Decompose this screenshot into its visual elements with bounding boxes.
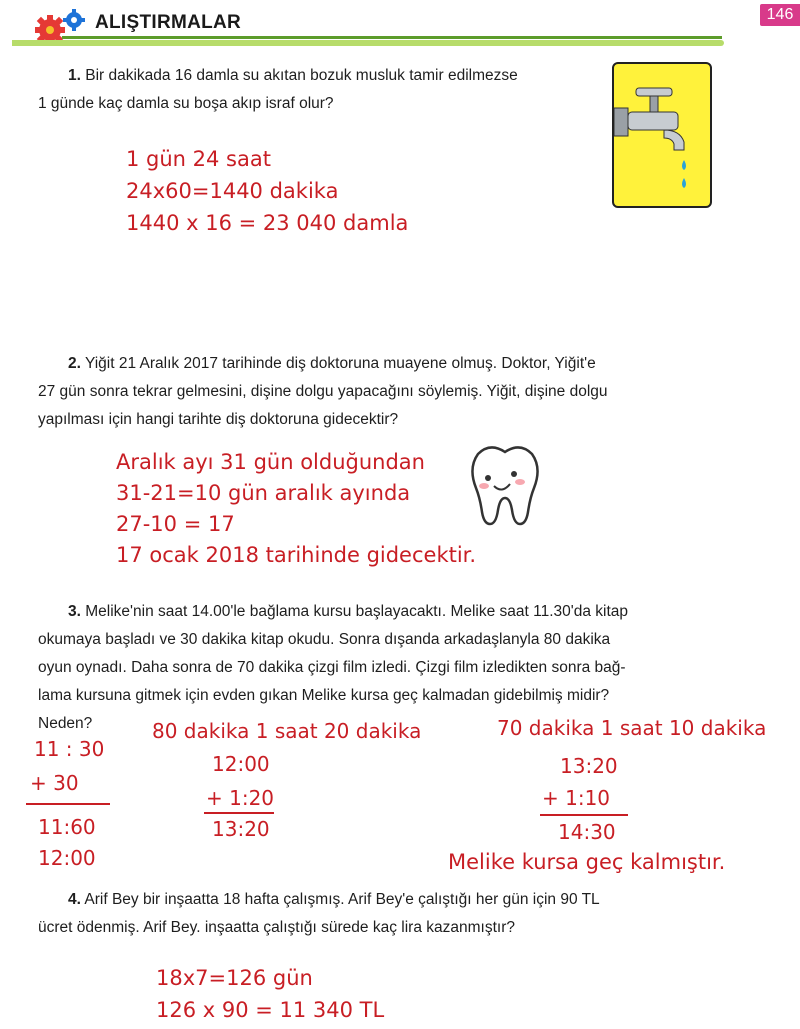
- question-4-number: 4.: [68, 891, 81, 908]
- calc-2-a: 12:00: [212, 752, 270, 776]
- question-2-number: 2.: [68, 355, 81, 372]
- question-4-line-2: ücret ödenmiş. Arif Bey. inşaatta çalıştığı sürede kaç lira kazanmıştır?: [38, 919, 515, 936]
- question-2-line-3: yapılması için hangi tarihte diş doktoruna gidecektir?: [38, 411, 399, 428]
- calc-2-rule: [204, 812, 274, 814]
- question-4-line-1: Arif Bey bir inşaatta 18 hafta çalışmış. Arif Bey'e çalıştığı her gün için 90 TL: [84, 891, 600, 908]
- answer-2-line-3: 27-10 = 17: [116, 512, 235, 536]
- page-number-badge: 146: [760, 4, 800, 26]
- calc-2-b: + 1:20: [206, 786, 275, 810]
- question-1-text: [38, 62, 608, 118]
- smiling-tooth-icon: [466, 440, 544, 528]
- answer-4: [156, 962, 384, 1026]
- question-2-line-1: Yiğit 21 Aralık 2017 tarihinde diş doktoruna muayene olmuş. Doktor, Yiğit'e: [84, 355, 596, 372]
- calc-1-b: + 30: [30, 771, 79, 795]
- answer-1-line-1: 1 gün 24 saat: [126, 147, 271, 171]
- calc-3-note: 70 dakika 1 saat 10 dakika: [497, 716, 767, 740]
- dripping-faucet-icon: [614, 64, 710, 206]
- question-3-number: 3.: [68, 603, 81, 620]
- answer-2-line-1: Aralık ayı 31 gün olduğundan: [116, 450, 425, 474]
- calc-1-a: 11 : 30: [34, 737, 105, 761]
- question-2-line-2: 27 gün sonra tekrar gelmesini, dişine dolgu yapacağını söylemiş. Yiğit, dişine dolgu: [38, 383, 608, 400]
- page-title: ALIŞTIRMALAR: [95, 12, 242, 33]
- header-divider-dark: [62, 36, 722, 39]
- question-2-text: [38, 350, 778, 434]
- calc-1-sum: 11:60: [38, 815, 96, 839]
- question-3-line-3: oyun oynadı. Daha sonra de 70 dakika çizgi film izledi. Çizgi film izledikten sonra bağ-: [38, 659, 626, 676]
- answer-1-line-2: 24x60=1440 dakika: [126, 179, 339, 203]
- faucet-illustration: [612, 62, 712, 208]
- answer-1-line-3: 1440 x 16 = 23 040 damla: [126, 211, 409, 235]
- calc-3-a: 13:20: [560, 754, 618, 778]
- question-4-text: [38, 886, 778, 942]
- calc-1-rule: [26, 803, 110, 805]
- answer-4-line-1: 18x7=126 gün: [156, 966, 313, 990]
- question-3-line-4: lama kursuna gitmek için evden gıkan Melike kursa geç kalmadan gidebilmiş midir?: [38, 687, 610, 704]
- calc-3-sum: 14:30: [558, 820, 616, 844]
- question-3-line-1: Melike'nin saat 14.00'le bağlama kursu başlayacaktı. Melike saat 11.30'da kitap: [85, 603, 629, 620]
- question-1-line-1: Bir dakikada 16 damla su akıtan bozuk musluk tamir edilmezse: [85, 67, 518, 84]
- tooth-illustration: [466, 440, 544, 533]
- question-3-line-5: Neden?: [38, 715, 93, 732]
- calc-2-sum: 13:20: [212, 817, 270, 841]
- question-1-number: 1.: [68, 67, 81, 84]
- question-1-line-2: 1 günde kaç damla su boşa akıp israf olur?: [38, 95, 334, 112]
- answer-1: [126, 143, 408, 239]
- question-3-conclusion: Melike kursa geç kalmıştır.: [448, 850, 726, 874]
- answer-2-line-2: 31-21=10 gün aralık ayında: [116, 481, 411, 505]
- question-3-line-2: okumaya başladı ve 30 dakika kitap okudu. Sonra dışanda arkadaşlanyla 80 dakika: [38, 631, 611, 648]
- calc-1-result: 12:00: [38, 846, 96, 870]
- answer-4-line-2: 126 x 90 = 11 340 TL: [156, 998, 385, 1022]
- calc-3-b: + 1:10: [542, 786, 611, 810]
- answer-2-line-4: 17 ocak 2018 tarihinde gidecektir.: [116, 543, 477, 567]
- calc-2-note: 80 dakika 1 saat 20 dakika: [152, 719, 422, 743]
- answer-2: [116, 447, 476, 571]
- calc-3-rule: [540, 814, 628, 816]
- header-divider-light: [12, 40, 724, 46]
